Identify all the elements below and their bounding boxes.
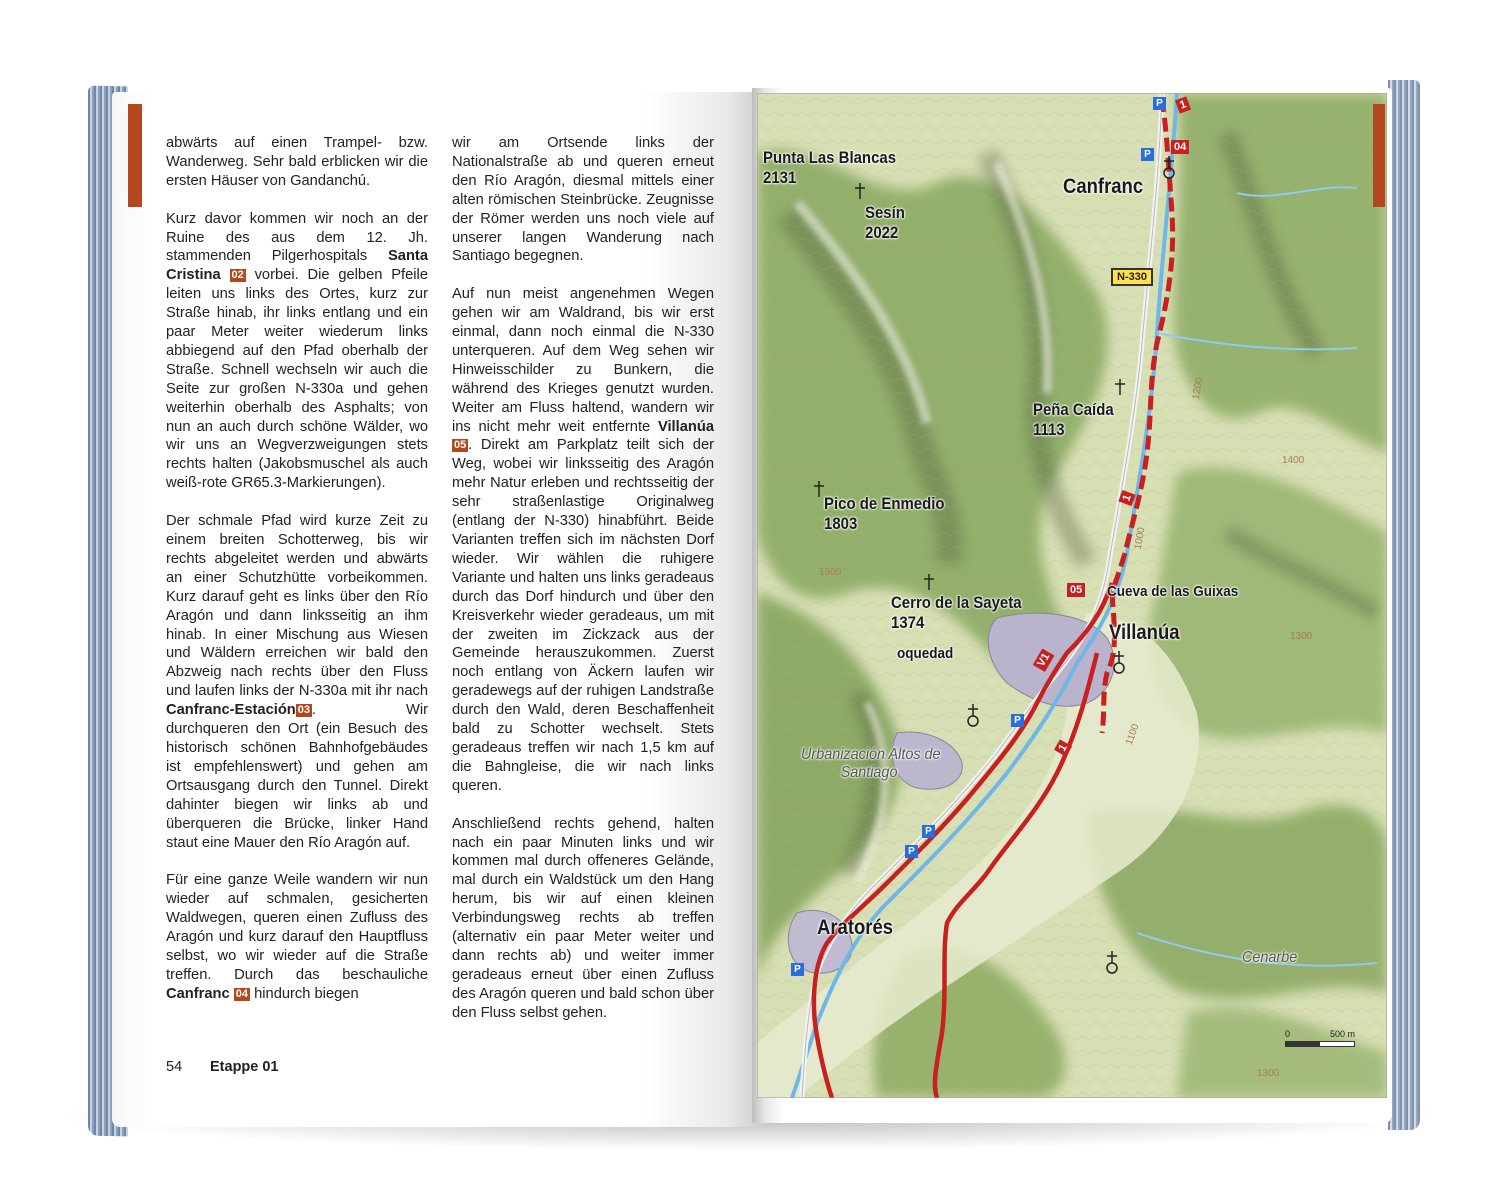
paragraph bbox=[166, 134, 428, 191]
contour-label: 1500 bbox=[819, 567, 842, 578]
locality-label: Cenarbe bbox=[1242, 949, 1298, 966]
peak-label: Pico de Enmedio 1803 bbox=[824, 494, 945, 533]
route-marker: 1 bbox=[1054, 739, 1072, 757]
paragraph bbox=[166, 210, 428, 494]
waypoint-badge: 05 bbox=[454, 439, 467, 452]
place-name: Canfranc-Estación bbox=[166, 702, 296, 719]
paragraph bbox=[452, 134, 714, 266]
text-run: Anschließend rechts gehend, halten nach ein paar Minuten links und wir kommen mal durch offeneres Gelände, mal durch ein Waldstück um den Hang herum, bis wir auf einen kleinen Verbindungsweg rechts ab treffen (alternativ ein paar Meter weiter und dann rechts ab) und weiter immer geradeaus erneut über einen Zufluss des Aragón queren und bald schon über den Fluss selbst gehen. bbox=[452, 815, 714, 1021]
peak-label: Peña Caída 1113 bbox=[1033, 400, 1114, 439]
text-run bbox=[221, 267, 230, 283]
place-name: Villanúa bbox=[657, 418, 714, 435]
route-marker: 1 bbox=[1118, 490, 1135, 506]
text-run: Der schmale Pfad wird kurze Zeit zu einem breiten Schotterweg, bis wir rechts abgeleitet werden und abwärts an einer Schutzhütte vorbeikommen. Kurz darauf geht es links über den Río Aragón und dann linksseitig an ihm hinab. In einer Mischung aus Wiesen und Wäldern erreichen wir bald den Abzweig nach rechts über den Fluss und laufen links der N-330a mit ihr nach bbox=[166, 513, 428, 700]
contour-label: 1100 bbox=[1123, 722, 1142, 747]
town-label: Aratorés bbox=[817, 916, 894, 939]
contour-label: 1400 bbox=[1282, 455, 1305, 466]
contour-label: 1300 bbox=[1290, 631, 1313, 642]
parking-icon: P bbox=[1011, 714, 1024, 727]
parking-icon: P bbox=[1141, 148, 1154, 161]
stage-badge: 05 bbox=[1067, 583, 1085, 597]
text-column-2 bbox=[452, 134, 714, 1041]
text-run: . Direkt am Parkplatz teilt sich der Weg, wobei wir linksseitig des Aragón mehr Natur erleben und rechtsseitig der sehr straßenlastige Originalweg (entlang der N-330) hinabführt. Beide Varianten treffen sich im nächsten Dorf wieder. Wir wählen die ruhigere Variante und halten uns links geradeaus durch das Dorf hindurch und über den Kreisverkehr wieder geradeaus, um mit der zweiten im Zickzack aus der Gemeinde herauszukommen. Zuerst noch entlang von Äckern laufen wir geradewegs auf der ruhigen Landstraße durch den Wald, deren Beschaffenheit bald zu Schotter wechselt. Stets geradeaus treffen wir nach 1,5 km auf die Bahngleise, die wir nach links queren. bbox=[452, 437, 714, 794]
parking-icon: P bbox=[905, 845, 918, 858]
contour-label: 1200 bbox=[1190, 376, 1206, 401]
route-marker: V1 bbox=[1033, 648, 1055, 672]
text-run: abwärts auf einen Trampel- bzw. Wanderweg. Sehr bald erblicken wir die ersten Häuser von Gandanchú. bbox=[166, 135, 428, 189]
road-number-sign: N-330 bbox=[1111, 268, 1153, 286]
locality-label: Urbanización Altos de Santiago bbox=[801, 746, 941, 781]
paragraph bbox=[166, 871, 428, 1003]
contour-label: 1000 bbox=[1132, 526, 1148, 551]
parking-icon: P bbox=[791, 963, 804, 976]
page-number: 54 bbox=[166, 1059, 183, 1075]
peak-label: Sesín 2022 bbox=[865, 203, 905, 242]
paragraph bbox=[452, 285, 714, 795]
parking-icon: P bbox=[922, 825, 935, 838]
route-map bbox=[757, 93, 1387, 1098]
parking-icon: P bbox=[1153, 97, 1166, 110]
text-run: Für eine ganze Weile wandern wir nun wieder auf schmalen, gesicherten Waldwegen, queren einen Zufluss des Aragón und kurz darauf den Hauptfluss selbst, wo wir wieder auf die Straße treffen. Durch das beschauliche bbox=[166, 872, 428, 983]
text-run: hindurch biegen bbox=[250, 985, 359, 1002]
stage-badge: 04 bbox=[1171, 140, 1189, 154]
text-run: Kurz davor kommen wir noch an der Ruine des aus dem 12. Jh. stammenden Pilgerhospitals bbox=[166, 210, 428, 265]
place-name: Canfranc bbox=[166, 985, 230, 1002]
peak-label: Punta Las Blancas 2131 bbox=[763, 148, 897, 187]
text-column-1 bbox=[166, 134, 428, 1023]
map-scale-bar: 0 500 m bbox=[1285, 1029, 1355, 1047]
chapter-tab-right bbox=[1373, 104, 1385, 207]
place-label: Cueva de las Guixas bbox=[1107, 583, 1239, 600]
town-label: Villanúa bbox=[1109, 621, 1180, 644]
route-marker: 1 bbox=[1175, 96, 1191, 113]
text-run: . Wir durchqueren den Ort (ein Besuch des historisch schönen Bahnhofgebäudes ist empfehlenswert) und gehen am Ortsausgang durch den Tunnel. Direkt dahinter biegen wir links ab und überqueren die Brücke, linker Hand staut eine Mauer den Río Aragón auf. bbox=[166, 702, 428, 851]
town-label: Canfranc bbox=[1063, 175, 1144, 198]
text-run: vorbei. Die gelben Pfeile leiten uns links des Ortes, kurz zur Straße hinab, ihr links entlang und ein paar Meter weiter wiederum links abbiegend auf den Pfad oberhalb der Straße. Schnell wechseln wir auch die Seite zur großen N-330a und gehen weiterhin oberhalb des Asphalts; von nun an auch durch schöne Wälder, wo wir uns an Wegverzweigungen stets rechts halten (Jakobsmuschel als auch weiß-rote GR65.3-Markierungen). bbox=[166, 267, 428, 492]
waypoint-badge: 02 bbox=[231, 269, 244, 282]
place-name: Santa Cristina bbox=[166, 248, 428, 284]
peak-label: Cerro de la Sayeta 1374 bbox=[891, 593, 1022, 632]
waypoint-badge: 03 bbox=[297, 704, 311, 717]
chapter-tab-left bbox=[128, 104, 142, 207]
waypoint-badge: 04 bbox=[235, 987, 249, 1000]
paragraph bbox=[166, 512, 428, 852]
running-title: Etappe 01 bbox=[210, 1059, 279, 1075]
text-run: wir am Ortsende links der Nationalstraße ab und queren erneut den Río Aragón, diesmal mittels einer alten römischen Steinbrücke. Zeugnisse der Römer werden uns noch viele auf unserer langen Wanderung nach Santiago begegnen. bbox=[452, 135, 714, 265]
text-run: Auf nun meist angenehmen Wegen gehen wir am Waldrand, bis wir erst einmal, dann noch einmal die N-330 unterqueren. Auf dem Weg sehen wir Hinweisschilder zu Bunkern, die während des Krieges genutzt wurden. Weiter am Fluss haltend, wandern wir ins nicht mehr weit entfernte bbox=[452, 286, 714, 435]
paragraph bbox=[452, 815, 714, 1023]
place-label: oquedad bbox=[897, 645, 954, 662]
contour-label: 1300 bbox=[1257, 1068, 1280, 1079]
book-edge-right bbox=[1388, 80, 1420, 1130]
